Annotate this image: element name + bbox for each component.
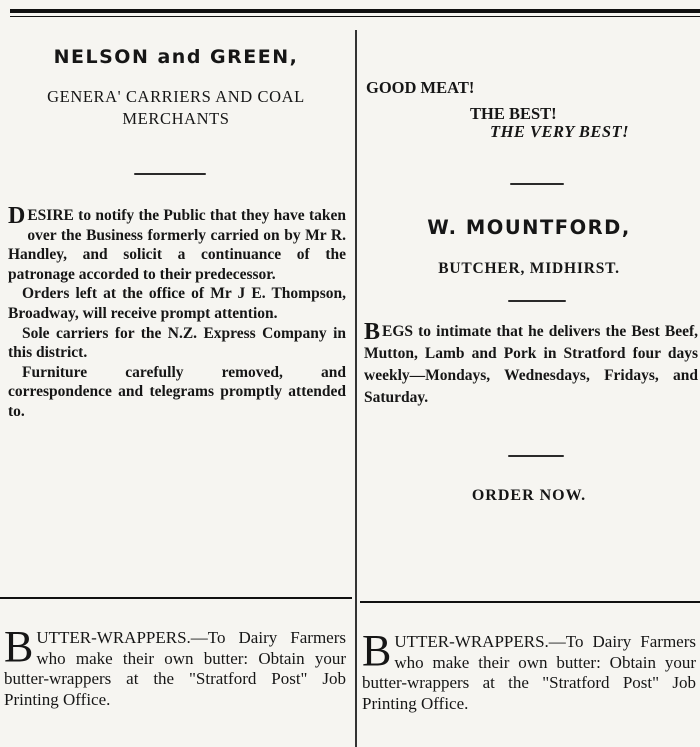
divider-ornament-1 [510,183,564,185]
column-divider [355,30,357,747]
good-meat-line: GOOD MEAT! [366,78,475,97]
butter-wrappers-ad-left [4,622,346,710]
order-now: ORDER NOW. [471,487,587,504]
mountford-notice [358,0,700,600]
right-mid-rule [360,601,700,603]
para-orders-text: Orders left at the office of Mr J E. Thompson, Broadway, will receive prompt attention. [8,285,346,322]
para-begs-text: EGS to intimate that he delivers the Best Beef, Mutton, Lamb and Pork in Stratford four days weekly—Mondays, Wednesdays, Fridays, and Saturday. [364,323,698,406]
divider-ornament [134,173,206,175]
trade-line-1: GENERA' CARRIERS AND COAL [47,87,305,106]
notice-body [8,203,346,422]
ad-drop-cap-left: B [4,622,34,671]
drop-cap-b: B [364,319,381,345]
drop-cap: D [8,203,26,229]
firm-name: NELSON and GREEN, [53,46,299,68]
ad-drop-cap-right: B [362,626,392,675]
butcher-body [364,321,698,409]
divider-ornament-3 [508,455,564,457]
nelson-green-notice [0,0,352,600]
divider-ornament-2 [508,300,566,302]
para-desire-text: ESIRE to notify the Public that they have taken over the Business formerly carried on by Mr R. Handley, and solicit a continuance of the patronage accorded to their predecessor. [8,207,346,283]
butter-wrappers-ad-right [362,626,696,714]
ad-text-right: UTTER-WRAPPERS.—To Dairy Farmers who make their own butter: Obtain your butter-wrappers at the "Stratford Post" Job Printing Office. [362,632,696,713]
para-carriers-text: Sole carriers for the N.Z. Express Company in this district. [8,324,346,362]
para-begs [364,321,698,409]
butcher-trade: BUTCHER, MIDHIRST. [438,260,620,277]
para-furniture-text: Furniture carefully removed, and correspondence and telegrams promptly attended to. [8,363,346,420]
the-very-best-line: THE VERY BEST! [490,122,630,141]
butcher-name: W. MOUNTFORD, [427,216,631,239]
para-desire [8,203,346,284]
para-carriers [8,324,346,363]
trade-line-2: MERCHANTS [122,109,230,128]
para-furniture [8,363,346,422]
ad-text-left: UTTER-WRAPPERS.—To Dairy Farmers who make their own butter: Obtain your butter-wrappers at the "Stratford Post" Job Printing Office. [4,628,346,709]
left-mid-rule [0,597,352,599]
para-orders [8,284,346,323]
the-best-line: THE BEST! [470,104,557,123]
